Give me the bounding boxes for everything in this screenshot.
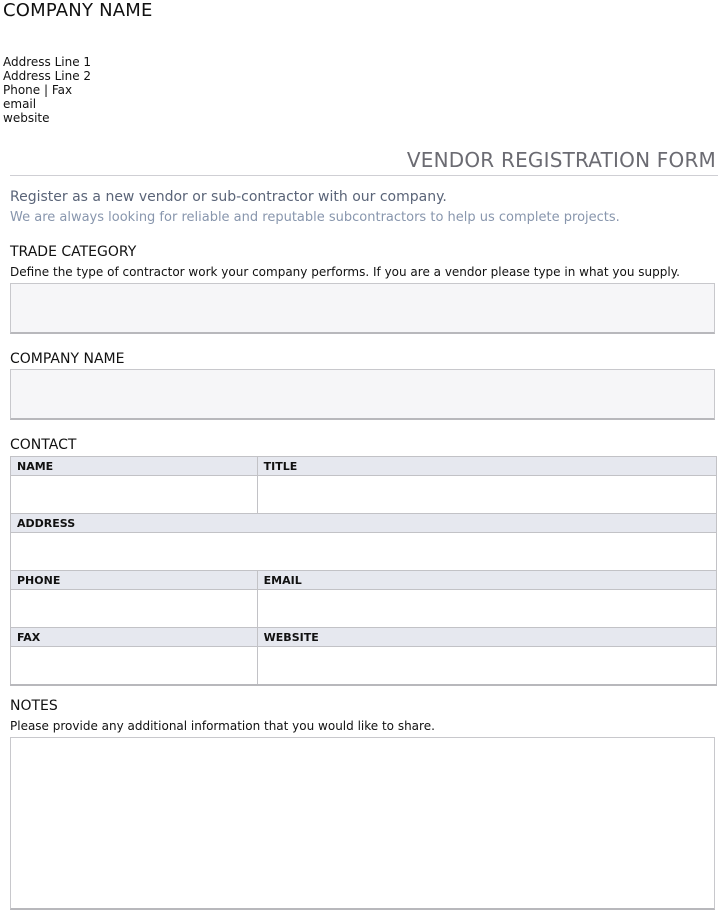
phone-column-header: PHONE bbox=[11, 571, 258, 590]
contact-table bbox=[10, 456, 717, 686]
trade-category-input[interactable] bbox=[10, 283, 715, 334]
website-line: website bbox=[3, 111, 50, 125]
notes-label: NOTES bbox=[10, 698, 58, 714]
company-name-input[interactable] bbox=[10, 369, 715, 420]
title-input[interactable] bbox=[257, 476, 716, 514]
fax-input[interactable] bbox=[11, 647, 258, 686]
intro-heading: Register as a new vendor or sub-contractor with our company. bbox=[10, 189, 447, 205]
address-column-header: ADDRESS bbox=[11, 514, 717, 533]
form-title: VENDOR REGISTRATION FORM bbox=[406, 148, 716, 172]
company-name-label: COMPANY NAME bbox=[10, 351, 125, 367]
name-column-header: NAME bbox=[11, 457, 258, 476]
title-divider bbox=[10, 175, 718, 176]
intro-subheading: We are always looking for reliable and reputable subcontractors to help us complete projects. bbox=[10, 210, 620, 225]
email-column-header: EMAIL bbox=[257, 571, 716, 590]
address-input[interactable] bbox=[11, 533, 717, 571]
contact-label: CONTACT bbox=[10, 437, 77, 453]
company-address-block bbox=[3, 55, 91, 125]
trade-category-label: TRADE CATEGORY bbox=[10, 244, 137, 260]
website-column-header: WEBSITE bbox=[257, 628, 716, 647]
title-column-header: TITLE bbox=[257, 457, 716, 476]
fax-column-header: FAX bbox=[11, 628, 258, 647]
name-input[interactable] bbox=[11, 476, 258, 514]
notes-description: Please provide any additional information that you would like to share. bbox=[10, 719, 435, 733]
notes-input[interactable] bbox=[10, 737, 715, 910]
phone-input[interactable] bbox=[11, 590, 258, 628]
email-line: email bbox=[3, 97, 37, 111]
trade-category-description: Define the type of contractor work your company performs. If you are a vendor please type in what you supply. bbox=[10, 265, 680, 279]
address-line-2: Address Line 2 bbox=[3, 69, 92, 83]
company-name-heading: COMPANY NAME bbox=[3, 0, 153, 21]
phone-fax-line: Phone | Fax bbox=[3, 83, 73, 97]
email-input[interactable] bbox=[257, 590, 716, 628]
address-line-1: Address Line 1 bbox=[3, 55, 92, 69]
website-input[interactable] bbox=[257, 647, 716, 686]
